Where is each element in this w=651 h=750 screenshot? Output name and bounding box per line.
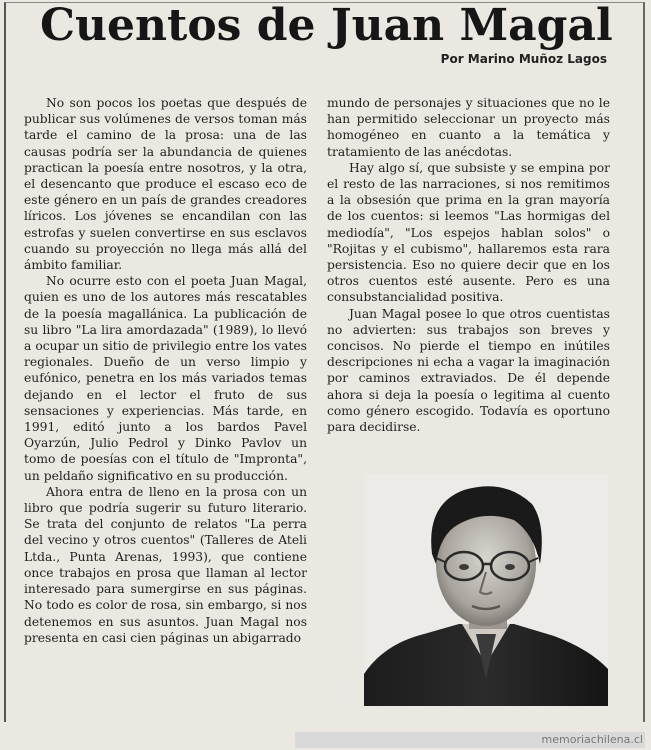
watermark-label: memoriachilena.cl: [295, 732, 645, 748]
author-portrait-photo: [364, 474, 608, 706]
article-paragraph: No ocurre esto con el poeta Juan Magal, quien es uno de los autores más rescatables de la poesía magallánica. La publicación de su libro "La lira amordazada" (1989), lo llevó a ocupar un sitio de privilegio entre los vates regionales. Dueño de un verso limpio y eufónico, penetra en los más variados temas dejando en el lector el fruto de sus sensaciones y experiencias. Más tarde, en 1991, editó junto a los bardos Pavel Oyarzún, Julio Pedrol y Dinko Pavlov un tomo de poesías con el título de "Impronta", un peldaño significativo en su producción.: [24, 274, 307, 483]
article-paragraph: Juan Magal posee lo que otros cuentistas no advierten: sus trabajos son breves y concisos. No pierde el tiempo en inútiles descripciones ni echa a vagar la imaginación por caminos extraviados. De él depende ahora si deja la poesía o legitima al cuento como género escogido. Todavía es oportuno para decidirse.: [327, 306, 610, 435]
author-portrait-image: [364, 474, 608, 706]
article-paragraph-continued: mundo de personajes y situaciones que no le han permitido seleccionar un proyecto más homogéneo en cuanto a la temática y tratamiento de las anécdotas.: [327, 96, 610, 159]
article-column-right: [327, 95, 610, 435]
article-title: Cuentos de Juan Magal: [40, 0, 613, 51]
article-column-left: [24, 95, 307, 646]
article-paragraph: No son pocos los poetas que después de publicar sus volúmenes de versos toman más tarde el camino de la prosa: una de las causas podría ser la abundancia de quienes practican la poesía entre nosotros, y la otra, el desencanto que produce el escaso eco de este género en un país de grandes creadores líricos. Los jóvenes se encandilan con las estrofas y suelen convertirse en sus esclavos cuando su proyección no llega más allá del ámbito familiar.: [24, 96, 307, 273]
article-paragraph: Hay algo sí, que subsiste y se empina por el resto de las narraciones, si nos remitimos a la obsesión que prima en la gran mayoría de los cuentos: si leemos "Las hormigas del mediodía", "Los espejos hablan solos" o "Rojitas y el cubismo", hallaremos esta rara persistencia. Eso no quiere decir que en los otros cuentos esté ausente. Pero es una consubstancialidad positiva.: [327, 160, 610, 305]
article-paragraph: Ahora entra de lleno en la prosa con un libro que podría sugerir su futuro literario. Se trata del conjunto de relatos "La perra del vecino y otros cuentos" (Talleres de Ateli Ltda., Punta Arenas, 1993), que contiene once trabajos en prosa que llaman al lector interesado para sumergirse en sus páginas. No todo es color de rosa, sin embargo, si nos detenemos en sus asuntos. Juan Magal nos presenta en casi cien páginas un abigarrado: [24, 484, 307, 645]
article-byline: Por Marino Muñoz Lagos: [440, 52, 607, 66]
